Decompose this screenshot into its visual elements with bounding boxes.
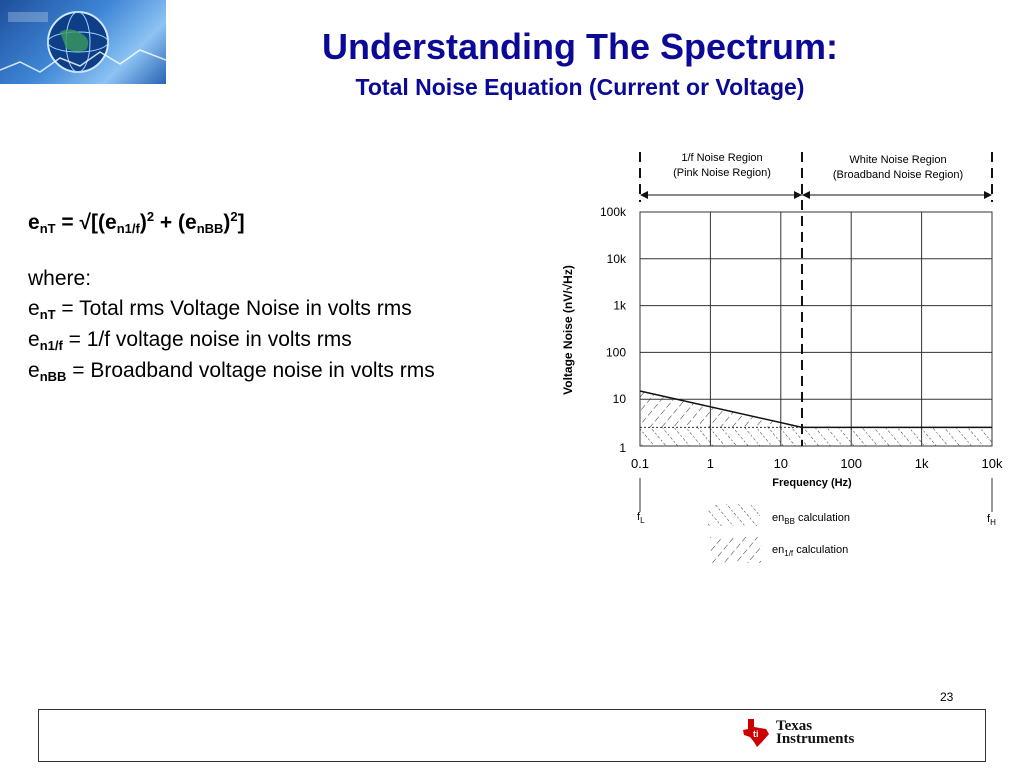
x-tick-label: 1 (706, 456, 715, 471)
texas-state-icon (742, 718, 770, 748)
y-axis-label: Voltage Noise (nV/√Hz) (561, 265, 575, 395)
legend-bb-label: $en_{BB}$ calculation (772, 512, 850, 526)
arrow-head-right (984, 191, 992, 199)
definition-line-pink: $e_{n1/f} = 1/f$ voltage noise in volts rms (28, 328, 352, 353)
noise-curve (640, 152, 992, 446)
brand-line-1: Texas (776, 718, 813, 734)
ti-logo (742, 718, 854, 748)
page-title: Understanding The Spectrum: (321, 26, 839, 67)
y-tick-label: 1 (619, 441, 626, 455)
definition-line-broadband: $e_{nBB}$ = Broadband voltage noise in volts rms (28, 359, 435, 384)
page-number: 23 (940, 690, 954, 704)
x-tick-label: 10 (773, 456, 789, 471)
x-tick-label: 1k (914, 456, 929, 471)
x-tick-label: 10k (981, 456, 1003, 471)
globe-icon (0, 0, 166, 84)
svg-text:ti: ti (753, 729, 759, 739)
fh-label: $f_H$ (987, 513, 996, 527)
arrow-head-left (640, 191, 648, 199)
arrow-head-mid-left (794, 191, 802, 199)
x-tick-label: 0.1 (630, 456, 650, 471)
brand-line-2: Instruments (776, 731, 855, 747)
noise-spectrum-chart (550, 140, 1010, 580)
y-tick-label: 1k (613, 298, 626, 313)
y-tick-label: 10k (606, 251, 626, 266)
pink-region-label-1: 1/f Noise Region (681, 152, 763, 164)
definition-line-total: $e_{nT}$ = Total rms Voltage Noise in volts rms (28, 297, 412, 322)
x-axis-label: Frequency (Hz) (772, 477, 852, 489)
fl-label: $f_L$ (637, 511, 645, 525)
where-heading: where: (28, 267, 92, 290)
legend-f-swatch (710, 537, 762, 563)
broadband-region (640, 427, 992, 446)
white-region-label-1: White Noise Region (849, 154, 947, 166)
legend-bb-swatch (708, 504, 760, 526)
y-tick-label: 100 (605, 345, 626, 360)
noise-equation: $e_{nT} = √[(e_{n1/f})^2 + (e_{nBB})^2]$ (28, 209, 245, 236)
x-tick-label: 100 (840, 456, 863, 471)
pink-region-label-2: (Pink Noise Region) (673, 167, 771, 179)
logo-banner (0, 0, 166, 84)
y-tick-label: 10 (612, 392, 626, 407)
legend-f-label: $en_{1/f}$ calculation (772, 544, 849, 558)
white-region-label-2: (Broadband Noise Region) (832, 169, 964, 181)
arrow-head-mid-right (802, 191, 810, 199)
page-subtitle: Total Noise Equation (Current or Voltage) (355, 74, 805, 100)
y-tick-label: 100k (599, 205, 626, 219)
